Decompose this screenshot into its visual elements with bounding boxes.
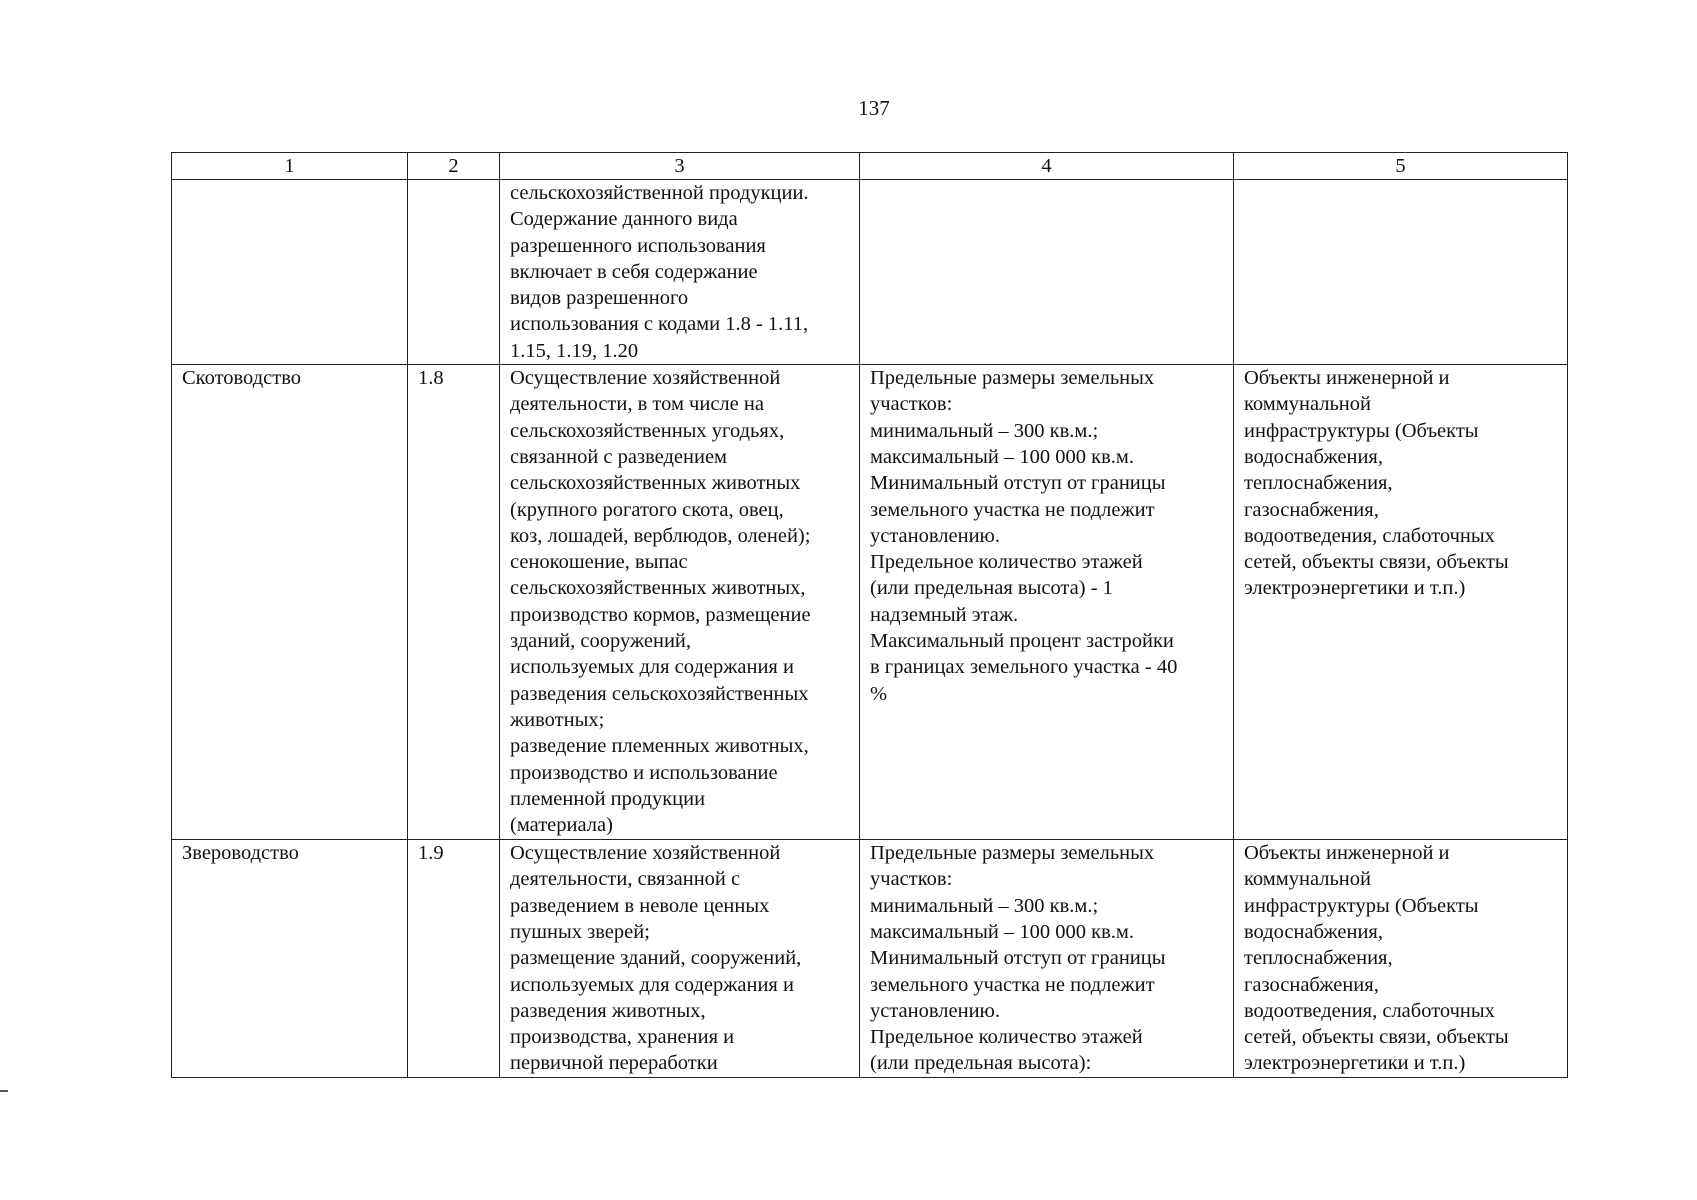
use-name-cell: Скотоводство [172, 365, 408, 840]
land-use-table [171, 152, 1568, 1078]
table-row-continuation [172, 180, 1568, 365]
table-header-row [172, 153, 1568, 180]
auxiliary-objects-cell: Объекты инженерной и коммунальной инфраструктуры (Объекты водоснабжения, теплоснабжения, газоснабжения, водоотведения, слаботочных сетей, объекты связи, объекты электроэнергетики и т.п.) [1234, 365, 1568, 840]
scan-margin-mark [0, 1090, 8, 1092]
auxiliary-objects-cell: Объекты инженерной и коммунальной инфраструктуры (Объекты водоснабжения, теплоснабжения, газоснабжения, водоотведения, слаботочных сетей, объекты связи, объекты электроэнергетики и т.п.) [1234, 840, 1568, 1078]
page-number: 137 [858, 96, 890, 120]
use-code-cell: 1.8 [408, 365, 500, 840]
column-header-4: 4 [860, 153, 1234, 180]
column-header-3: 3 [500, 153, 860, 180]
use-description-cell: Осуществление хозяйственной деятельности, в том числе на сельскохозяйственных угодьях, связанной с разведением сельскохозяйственных животных (крупного рогатого скота, овец, коз, лошадей, верблюдов, оленей); сенокошение, выпас сельскохозяйственных животных, производство кормов, размещение зданий, сооружений, используемых для содержания и разведения сельскохозяйственных животных; разведение племенных животных, производство и использование племенной продукции (материала) [500, 365, 860, 840]
use-code-cell: 1.9 [408, 840, 500, 1078]
column-header-5: 5 [1234, 153, 1568, 180]
column-header-2: 2 [408, 153, 500, 180]
parameters-cell: Предельные размеры земельных участков: минимальный – 300 кв.м.; максимальный – 100 000 кв.м. Минимальный отступ от границы земельного участка не подлежит установлению. Предельное количество этажей (или предельная высота): [860, 840, 1234, 1078]
table-row-fur-farming [172, 840, 1568, 1078]
use-name-cell: Звероводство [172, 840, 408, 1078]
use-name-cell [172, 180, 408, 365]
parameters-cell [860, 180, 1234, 365]
table-row-cattle-breeding [172, 365, 1568, 840]
use-description-cell: сельскохозяйственной продукции. Содержание данного вида разрешенного использования включает в себя содержание видов разрешенного использования с кодами 1.8 - 1.11, 1.15, 1.19, 1.20 [500, 180, 860, 365]
parameters-cell: Предельные размеры земельных участков: минимальный – 300 кв.м.; максимальный – 100 000 кв.м. Минимальный отступ от границы земельного участка не подлежит установлению. Предельное количество этажей (или предельная высота) - 1 надземный этаж. Максимальный процент застройки в границах земельного участка - 40 % [860, 365, 1234, 840]
auxiliary-objects-cell [1234, 180, 1568, 365]
column-header-1: 1 [172, 153, 408, 180]
use-code-cell [408, 180, 500, 365]
use-description-cell: Осуществление хозяйственной деятельности, связанной с разведением в неволе ценных пушных зверей; размещение зданий, сооружений, используемых для содержания и разведения животных, производства, хранения и первичной переработки [500, 840, 860, 1078]
